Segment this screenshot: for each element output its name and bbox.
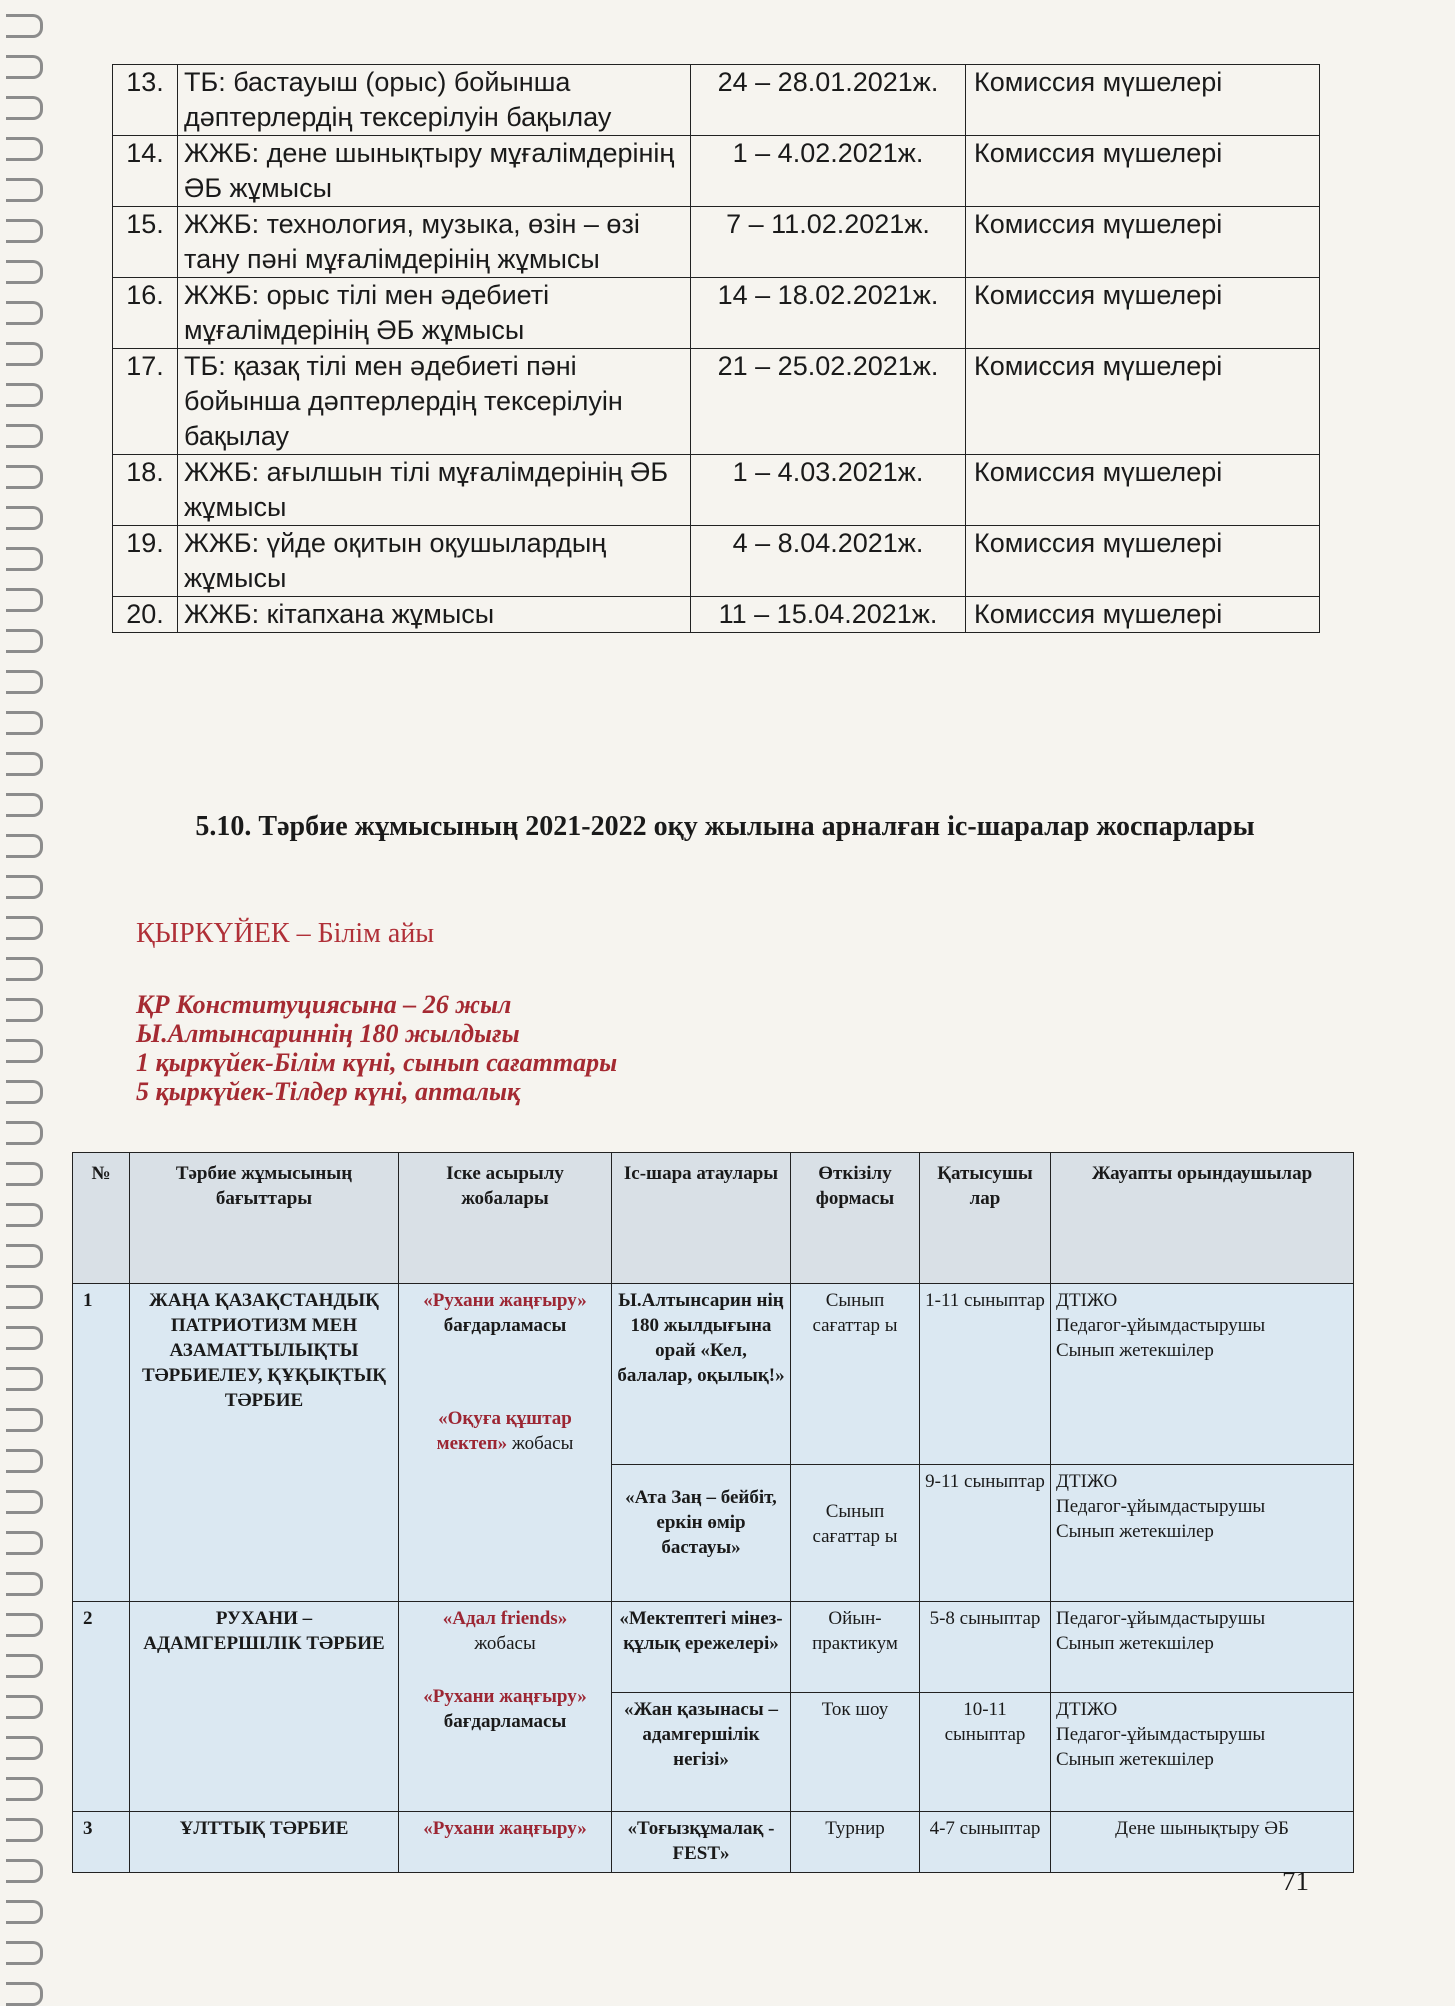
project-name: «Оқуға құштар мектеп» [436, 1408, 572, 1454]
binding-ring [6, 793, 43, 817]
binding-ring [6, 875, 43, 899]
participants-cell: 5-8 сыныптар [920, 1602, 1051, 1693]
binding-ring [6, 1367, 43, 1391]
binding-ring [6, 834, 43, 858]
date-cell: 4 – 8.04.2021ж. [691, 526, 966, 597]
header-direction: Тәрбие жұмысының бағыттары [130, 1153, 399, 1284]
date-cell: 21 – 25.02.2021ж. [691, 349, 966, 455]
header-num: № [73, 1153, 130, 1284]
binding-ring [6, 1736, 43, 1760]
section-title: 5.10. Тәрбие жұмысының 2021-2022 оқу жылына арналған іс-шаралар жоспарлары [195, 811, 1255, 842]
binding-ring [6, 588, 43, 612]
row-number: 18. [113, 455, 178, 526]
table-row [73, 1602, 1354, 1693]
task-cell: ТБ: қазақ тілі мен әдебиеті пәні бойынша дәптерлердің тексерілуін бақылау [178, 349, 691, 455]
responsible-cell: Комиссия мүшелері [966, 278, 1320, 349]
row-number: 14. [113, 136, 178, 207]
spiral-binding [0, 0, 48, 2000]
date-cell: 11 – 15.04.2021ж. [691, 597, 966, 633]
header-responsible: Жауапты орындаушылар [1051, 1153, 1354, 1284]
binding-ring [6, 998, 43, 1022]
binding-ring [6, 383, 43, 407]
table-row [73, 1812, 1354, 1873]
project-name: «Адал friends» [442, 1608, 568, 1629]
participants-cell: 1-11 сыныптар [920, 1284, 1051, 1465]
binding-ring [6, 1408, 43, 1432]
responsible-cell: Комиссия мүшелері [966, 526, 1320, 597]
form-cell: Ток шоу [791, 1693, 920, 1812]
binding-ring [6, 1449, 43, 1473]
responsible-cell: Комиссия мүшелері [966, 597, 1320, 633]
binding-ring [6, 1080, 43, 1104]
table-row [113, 597, 1320, 633]
binding-ring [6, 1244, 43, 1268]
binding-ring [6, 957, 43, 981]
inspection-schedule-table [112, 64, 1320, 633]
task-cell: ЖЖБ: кітапхана жұмысы [178, 597, 691, 633]
task-cell: ЖЖБ: технология, музыка, өзін – өзі тану пәні мұғалімдерінің жұмысы [178, 207, 691, 278]
binding-ring [6, 137, 43, 161]
table-row [113, 349, 1320, 455]
date-cell: 7 – 11.02.2021ж. [691, 207, 966, 278]
event-cell: «Тоғызқұмалақ -FEST» [612, 1812, 791, 1873]
row-number: 19. [113, 526, 178, 597]
binding-ring [6, 178, 43, 202]
row-number: 16. [113, 278, 178, 349]
project-cell [399, 1812, 612, 1873]
binding-ring [6, 711, 43, 735]
binding-ring [6, 1326, 43, 1350]
table-row [113, 136, 1320, 207]
month-events [136, 990, 617, 1106]
project-name: «Рухани жаңғыру» [423, 1686, 587, 1707]
row-number: 13. [113, 65, 178, 136]
table-row [113, 207, 1320, 278]
responsible-cell: Комиссия мүшелері [966, 65, 1320, 136]
responsible-cell: Комиссия мүшелері [966, 207, 1320, 278]
project-cell [399, 1602, 612, 1812]
responsible-cell: Комиссия мүшелері [966, 349, 1320, 455]
responsible-cell: Комиссия мүшелері [966, 136, 1320, 207]
binding-ring [6, 752, 43, 776]
binding-ring [6, 342, 43, 366]
event-line: 1 қыркүйек-Білім күні, сынып сағаттары [136, 1048, 618, 1077]
binding-ring [6, 547, 43, 571]
header-participants: Қатысушы лар [920, 1153, 1051, 1284]
responsible-cell: Комиссия мүшелері [966, 455, 1320, 526]
direction-cell: РУХАНИ – АДАМГЕРШІЛІК ТӘРБИЕ [130, 1602, 399, 1812]
event-cell: «Мектептегі мінез-құлық ережелері» [612, 1602, 791, 1693]
project-type: жобасы [474, 1633, 536, 1654]
table-row [113, 455, 1320, 526]
header-event: Іс-шара атаулары [612, 1153, 791, 1284]
project-cell [399, 1284, 612, 1602]
binding-ring [6, 1982, 43, 2006]
responsible-cell: Педагог-ұйымдастырушы Сынып жетекшілер [1051, 1602, 1354, 1693]
table-row [113, 526, 1320, 597]
event-line: 5 қыркүйек-Тілдер күні, апталық [136, 1077, 521, 1106]
binding-ring [6, 1777, 43, 1801]
form-cell: Турнир [791, 1812, 920, 1873]
binding-ring [6, 1695, 43, 1719]
participants-cell: 4-7 сыныптар [920, 1812, 1051, 1873]
task-cell: ЖЖБ: дене шынықтыру мұғалімдерінің ӘБ жұмысы [178, 136, 691, 207]
project-type: жобасы [511, 1433, 574, 1454]
binding-ring [6, 1039, 43, 1063]
direction-cell: ҰЛТТЫҚ ТӘРБИЕ [130, 1812, 399, 1873]
binding-ring [6, 465, 43, 489]
date-cell: 14 – 18.02.2021ж. [691, 278, 966, 349]
task-cell: ТБ: бастауыш (орыс) бойынша дәптерлердің тексерілуін бақылау [178, 65, 691, 136]
header-row [73, 1153, 1354, 1284]
row-number: 17. [113, 349, 178, 455]
binding-ring [6, 424, 43, 448]
page-number: 71 [1282, 1866, 1309, 1896]
binding-ring [6, 1818, 43, 1842]
binding-ring [6, 670, 43, 694]
event-cell: Ы.Алтынсарин нің 180 жылдығына орай «Кел, балалар, оқылық!» [612, 1284, 791, 1465]
event-line: Ы.Алтынсариннің 180 жылдығы [136, 1019, 520, 1048]
row-number: 3 [73, 1812, 130, 1873]
binding-ring [6, 219, 43, 243]
task-cell: ЖЖБ: үйде оқитын оқушылардың жұмысы [178, 526, 691, 597]
table-row [113, 65, 1320, 136]
binding-ring [6, 1941, 43, 1965]
task-cell: ЖЖБ: орыс тілі мен әдебиеті мұғалімдерінің ӘБ жұмысы [178, 278, 691, 349]
header-form: Өткізілу формасы [791, 1153, 920, 1284]
binding-ring [6, 1121, 43, 1145]
form-cell: Сынып сағаттар ы [791, 1284, 920, 1465]
project-name: «Рухани жаңғыру» [423, 1290, 587, 1311]
binding-ring [6, 1490, 43, 1514]
binding-ring [6, 1654, 43, 1678]
education-plan-table [72, 1152, 1354, 1873]
date-cell: 1 – 4.02.2021ж. [691, 136, 966, 207]
binding-ring [6, 1613, 43, 1637]
binding-ring [6, 1900, 43, 1924]
binding-ring [6, 629, 43, 653]
binding-ring [6, 55, 43, 79]
project-type: бағдарламасы [443, 1711, 567, 1732]
form-cell: Сынып сағаттар ы [791, 1465, 920, 1602]
binding-ring [6, 1285, 43, 1309]
participants-cell: 10-11 сыныптар [920, 1693, 1051, 1812]
direction-cell: ЖАҢА ҚАЗАҚСТАНДЫҚ ПАТРИОТИЗМ МЕН АЗАМАТТЫЛЫҚТЫ ТӘРБИЕЛЕУ, ҚҰҚЫҚТЫҚ ТӘРБИЕ [130, 1284, 399, 1602]
responsible-cell: ДТІЖО Педагог-ұйымдастырушы Сынып жетекшілер [1051, 1465, 1354, 1602]
binding-ring [6, 1572, 43, 1596]
header-project: Іске асырылу жобалары [399, 1153, 612, 1284]
event-cell: «Жан қазынасы – адамгершілік негізі» [612, 1693, 791, 1812]
binding-ring [6, 1162, 43, 1186]
event-line: ҚР Конституциясына – 26 жыл [136, 990, 512, 1019]
month-title: ҚЫРКҮЙЕК – Білім айы [136, 918, 435, 949]
binding-ring [6, 1531, 43, 1555]
table-row [73, 1284, 1354, 1465]
task-cell: ЖЖБ: ағылшын тілі мұғалімдерінің ӘБ жұмысы [178, 455, 691, 526]
responsible-cell: ДТІЖО Педагог-ұйымдастырушы Сынып жетекшілер [1051, 1284, 1354, 1465]
project-name: «Рухани жаңғыру» [423, 1818, 587, 1839]
participants-cell: 9-11 сыныптар [920, 1465, 1051, 1602]
form-cell: Ойын-практикум [791, 1602, 920, 1693]
project-type: бағдарламасы [443, 1315, 567, 1336]
row-number: 1 [73, 1284, 130, 1602]
responsible-cell: ДТІЖО Педагог-ұйымдастырушы Сынып жетекшілер [1051, 1693, 1354, 1812]
binding-ring [6, 916, 43, 940]
event-cell: «Ата Заң – бейбіт, еркін өмір бастауы» [612, 1465, 791, 1602]
binding-ring [6, 96, 43, 120]
binding-ring [6, 1203, 43, 1227]
binding-ring [6, 1859, 43, 1883]
table-row [113, 278, 1320, 349]
row-number: 2 [73, 1602, 130, 1812]
binding-ring [6, 301, 43, 325]
date-cell: 24 – 28.01.2021ж. [691, 65, 966, 136]
binding-ring [6, 506, 43, 530]
row-number: 20. [113, 597, 178, 633]
row-number: 15. [113, 207, 178, 278]
responsible-cell: Дене шынықтыру ӘБ [1051, 1812, 1354, 1873]
binding-ring [6, 260, 43, 284]
date-cell: 1 – 4.03.2021ж. [691, 455, 966, 526]
binding-ring [6, 14, 43, 38]
